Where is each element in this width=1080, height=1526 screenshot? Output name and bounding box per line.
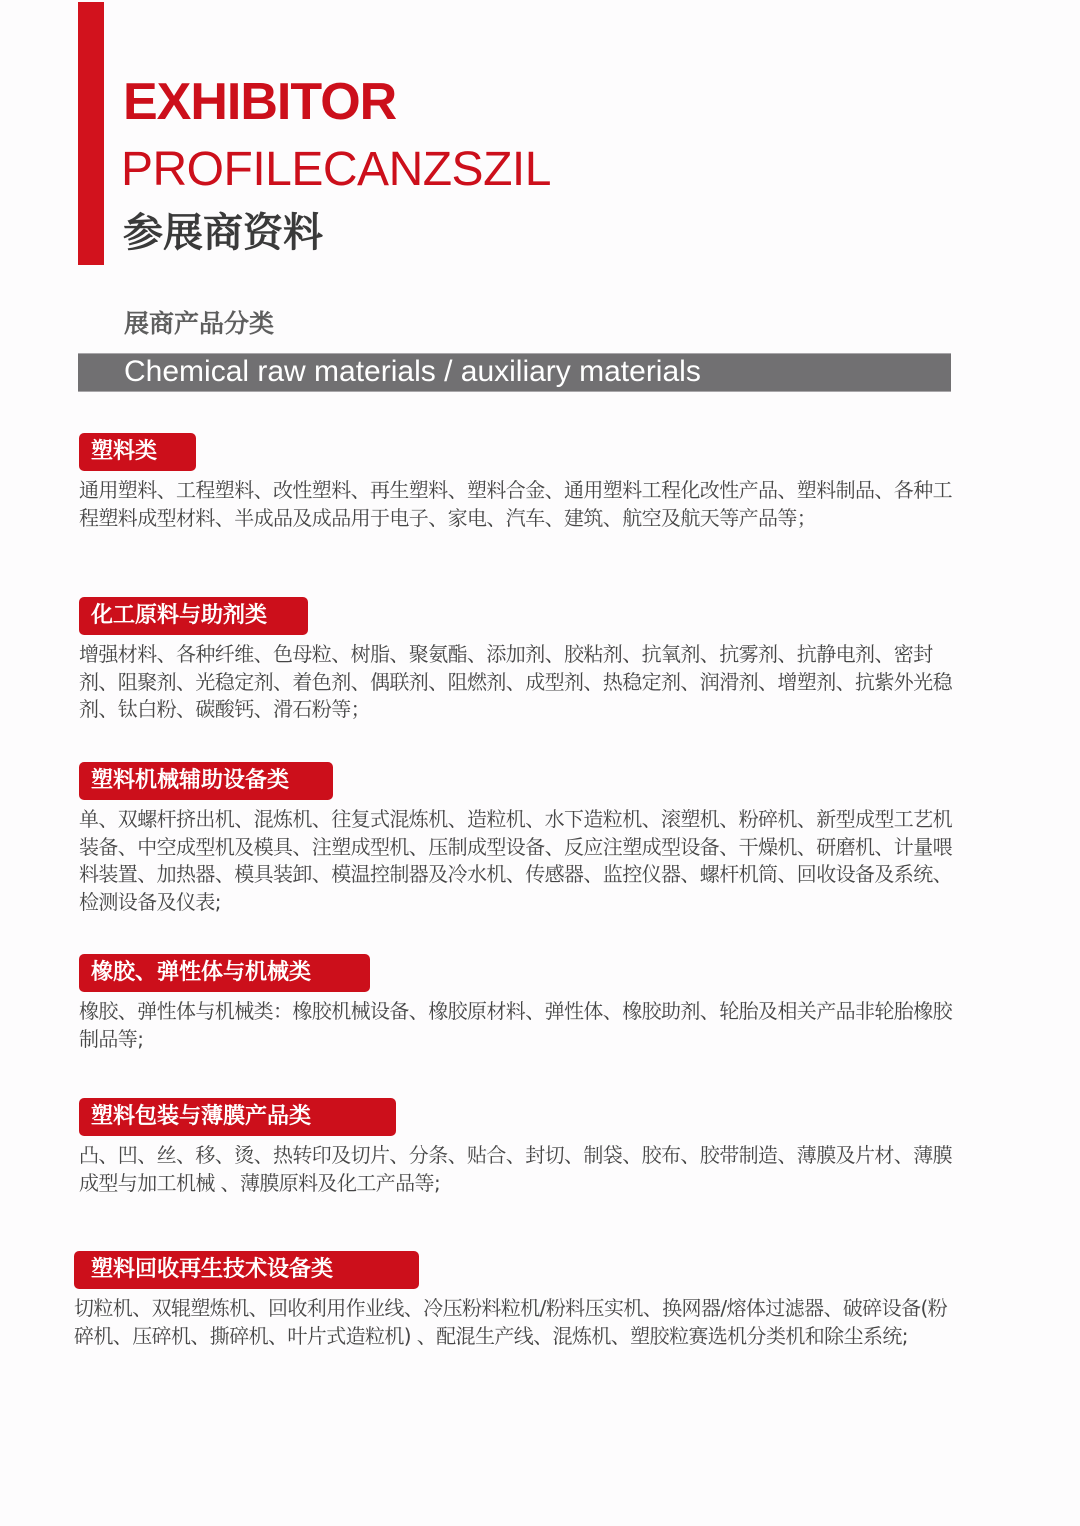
title-exhibitor: EXHIBITOR [123,73,397,131]
category-packaging [79,1098,969,1197]
category-machinery [79,762,969,916]
category-description: 单、双螺杆挤出机、混炼机、往复式混炼机、造粒机、水下造粒机、滚塑机、粉碎机、新型成型工艺机装备、中空成型机及模具、注塑成型机、压制成型设备、反应注塑成型设备、干燥机、研磨机、计量喂料装置、加热器、模具装卸、模温控制器及冷水机、传感器、监控仪器、螺杆机筒、回收设备及系统、检测设备及仪表; [79,807,952,914]
category-tag: 化工原料与助剂类 [79,597,308,635]
category-description: 切粒机、双辊塑炼机、回收利用作业线、冷压粉料粒机/粉料压实机、换网器/熔体过滤器、破碎设备(粉碎机、压碎机、撕碎机、叶片式造粒机) 、配混生产线、混炼机、塑胶粒赛选机分类机和除尘系统; [74,1296,948,1348]
title-cn: 参展商资料 [123,210,323,256]
red-accent-bar [78,2,104,265]
category-recycling [74,1251,964,1350]
category-description: 橡胶、弹性体与机械类：橡胶机械设备、橡胶原材料、弹性体、橡胶助剂、轮胎及相关产品非轮胎橡胶制品等; [79,999,952,1051]
category-tag: 塑料机械辅助设备类 [79,762,333,800]
category-chemicals [79,597,969,724]
category-description: 通用塑料、工程塑料、改性塑料、再生塑料、塑料合金、通用塑料工程化改性产品、塑料制品、各种工程塑料成型材料、半成品及成品用于电子、家电、汽车、建筑、航空及航天等产品等； [79,478,952,530]
category-description: 凸、凹、丝、移、烫、热转印及切片、分条、贴合、封切、制袋、胶布、胶带制造、薄膜及片材、薄膜成型与加工机械 、薄膜原料及化工产品等; [79,1143,952,1195]
section-banner [78,353,951,392]
category-description: 增强材料、各种纤维、色母粒、树脂、聚氨酯、添加剂、胶粘剂、抗氧剂、抗雾剂、抗静电剂、密封剂、阻聚剂、光稳定剂、着色剂、偶联剂、阻燃剂、成型剂、热稳定剂、润滑剂、增塑剂、抗紫外光稳剂、钛白粉、碳酸钙、滑石粉等； [79,642,952,721]
category-plastics [79,433,969,532]
category-tag: 塑料包装与薄膜产品类 [79,1098,396,1136]
category-tag: 塑料回收再生技术设备类 [74,1251,419,1289]
banner-text: Chemical raw materials / auxiliary materials [124,355,701,388]
category-rubber [79,954,969,1053]
category-tag: 橡胶、弹性体与机械类 [79,954,370,992]
category-tag: 塑料类 [79,433,196,471]
section-title: 展商产品分类 [124,309,275,338]
title-profile: PROFILECANZSZIL [121,143,551,196]
